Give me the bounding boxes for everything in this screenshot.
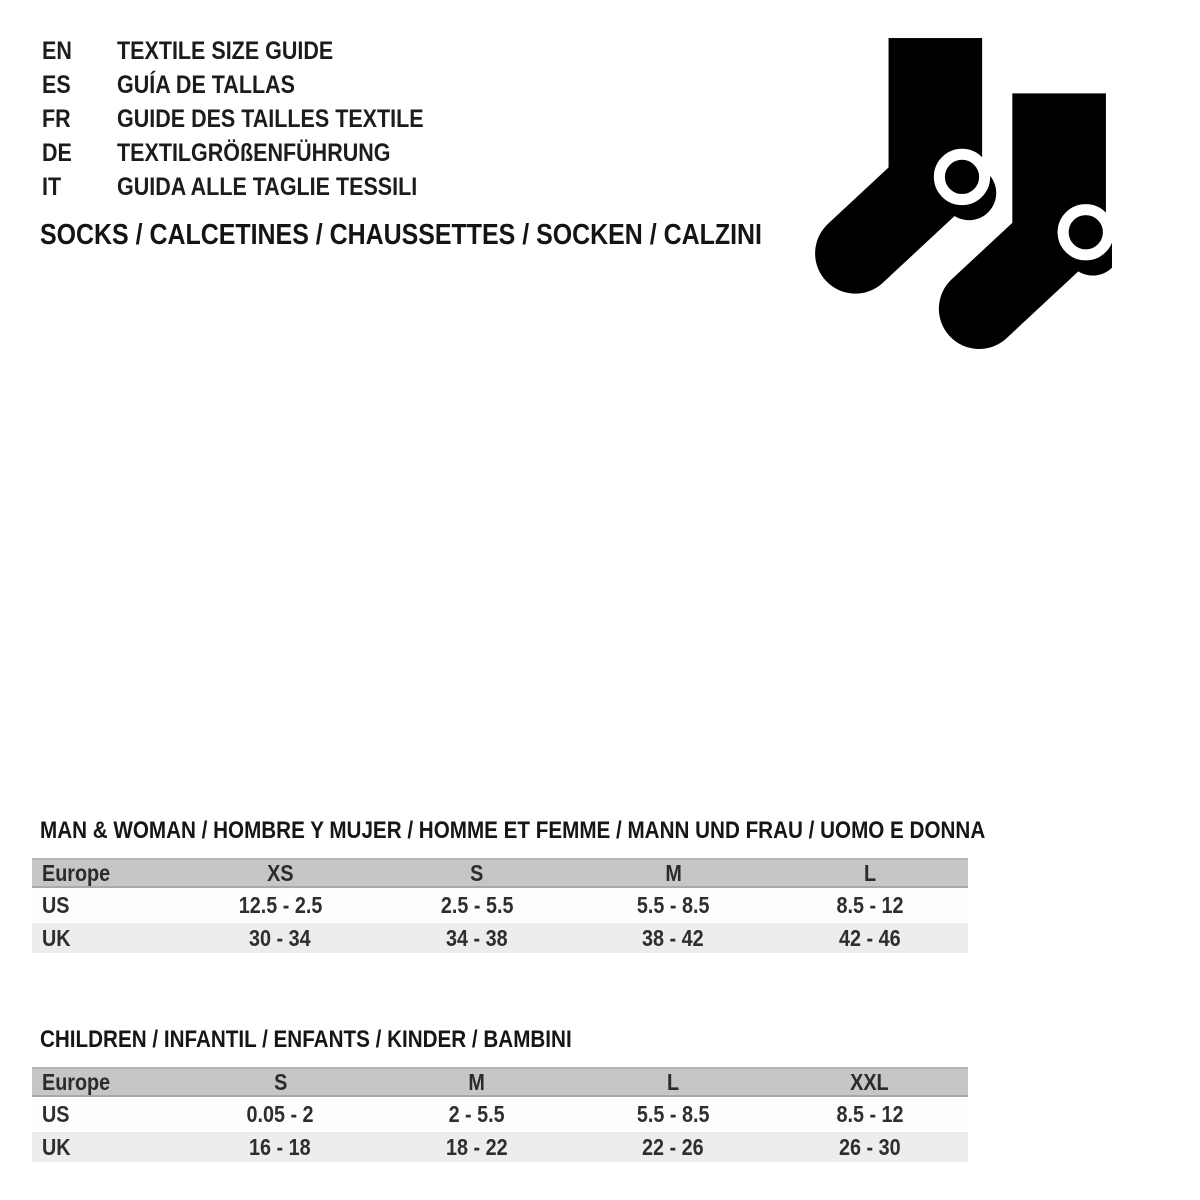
region-label-text: UK xyxy=(42,925,71,951)
language-row xyxy=(42,136,474,170)
region-column-header xyxy=(32,860,182,886)
product-line-text: SOCKS / CALCETINES / CHAUSSETTES / SOCKEN / CALZINI xyxy=(40,219,762,251)
size-range-value-text: 22 - 26 xyxy=(642,1134,705,1160)
region-label xyxy=(32,890,182,921)
language-row xyxy=(42,170,474,204)
region-label xyxy=(32,1099,182,1130)
size-range-value xyxy=(575,1099,772,1130)
size-range-value xyxy=(379,923,576,953)
size-range-value-text: 42 - 46 xyxy=(838,925,901,951)
size-range-value xyxy=(379,1099,576,1130)
size-column-header-text: M xyxy=(468,1069,485,1095)
size-column-header-text: M xyxy=(664,860,682,886)
size-column-header-text: S xyxy=(470,860,484,886)
language-code: IT xyxy=(42,173,62,201)
size-column-header-text: S xyxy=(273,1069,287,1095)
size-range-value xyxy=(772,1099,969,1130)
size-range-value xyxy=(575,923,772,953)
section-title xyxy=(40,1028,658,1052)
region-label-text: US xyxy=(42,892,70,918)
size-column-header xyxy=(772,1069,969,1095)
size-range-value-text: 30 - 34 xyxy=(249,925,312,951)
table-header-row xyxy=(32,858,968,888)
size-range-value-text: 2 - 5.5 xyxy=(448,1101,505,1127)
size-range-value xyxy=(182,1099,379,1130)
size-range-value-text: 5.5 - 8.5 xyxy=(636,1101,710,1127)
size-column-header xyxy=(575,860,772,886)
size-column-header xyxy=(379,860,576,886)
size-range-value-text: 38 - 42 xyxy=(642,925,705,951)
language-row xyxy=(42,102,474,136)
size-range-value-text: 34 - 38 xyxy=(445,925,508,951)
region-column-header-text: Europe xyxy=(42,860,111,886)
size-column-header xyxy=(772,860,969,886)
size-range-value-text: 16 - 18 xyxy=(249,1134,312,1160)
size-range-value xyxy=(379,890,576,921)
language-row xyxy=(42,34,474,68)
size-table xyxy=(32,1067,968,1164)
size-range-value-text: 5.5 - 8.5 xyxy=(636,892,710,918)
size-column-header-text: L xyxy=(863,860,876,886)
size-range-value-text: 8.5 - 12 xyxy=(836,1101,904,1127)
size-column-header xyxy=(379,1069,576,1095)
section-title xyxy=(40,819,1139,843)
language-title: TEXTILE SIZE GUIDE xyxy=(117,37,334,65)
region-column-header xyxy=(32,1069,182,1095)
size-range-value-text: 8.5 - 12 xyxy=(836,892,904,918)
table-header-row xyxy=(32,1067,968,1097)
size-column-header-text: L xyxy=(667,1069,680,1095)
language-code: EN xyxy=(42,37,72,65)
region-label xyxy=(32,923,182,953)
language-title-list xyxy=(42,34,474,204)
language-code: FR xyxy=(42,105,71,133)
region-column-header-text: Europe xyxy=(42,1069,111,1095)
region-label-text: UK xyxy=(42,1134,71,1160)
table-row xyxy=(32,890,968,921)
size-range-value-text: 12.5 - 2.5 xyxy=(238,892,323,918)
size-range-value xyxy=(772,1132,969,1162)
size-range-value-text: 26 - 30 xyxy=(838,1134,901,1160)
size-range-value-text: 18 - 22 xyxy=(445,1134,508,1160)
region-label xyxy=(32,1132,182,1162)
sock-1 xyxy=(855,38,996,253)
size-range-value xyxy=(182,890,379,921)
size-range-value xyxy=(182,923,379,953)
language-code: ES xyxy=(42,71,71,99)
section-title-text: CHILDREN / INFANTIL / ENFANTS / KINDER / BAMBINI xyxy=(40,1026,572,1053)
size-table xyxy=(32,858,968,955)
table-row xyxy=(32,1132,968,1162)
size-range-value xyxy=(379,1132,576,1162)
language-title: TEXTILGRÖßENFÜHRUNG xyxy=(117,139,391,167)
size-range-value xyxy=(772,890,969,921)
size-range-value-text: 2.5 - 5.5 xyxy=(440,892,514,918)
size-column-header xyxy=(182,860,379,886)
table-row xyxy=(32,923,968,953)
socks-icon xyxy=(810,30,1112,352)
product-line xyxy=(40,218,879,252)
language-title: GUIDA ALLE TAGLIE TESSILI xyxy=(117,173,418,201)
socks-icon-svg xyxy=(810,30,1112,352)
size-column-header xyxy=(182,1069,379,1095)
language-row xyxy=(42,68,474,102)
size-range-value xyxy=(575,890,772,921)
size-column-header-text: XS xyxy=(267,860,294,886)
region-label-text: US xyxy=(42,1101,70,1127)
size-column-header-text: XXL xyxy=(850,1069,889,1095)
sock-2 xyxy=(979,86,1112,308)
size-range-value-text: 0.05 - 2 xyxy=(246,1101,314,1127)
size-range-value xyxy=(772,923,969,953)
table-row xyxy=(32,1099,968,1130)
language-title: GUÍA DE TALLAS xyxy=(117,71,295,99)
size-range-value xyxy=(182,1132,379,1162)
language-title: GUIDE DES TAILLES TEXTILE xyxy=(117,105,424,133)
size-column-header xyxy=(575,1069,772,1095)
size-range-value xyxy=(575,1132,772,1162)
language-code: DE xyxy=(42,139,72,167)
section-title-text: MAN & WOMAN / HOMBRE Y MUJER / HOMME ET FEMME / MANN UND FRAU / UOMO E DONNA xyxy=(40,817,986,844)
